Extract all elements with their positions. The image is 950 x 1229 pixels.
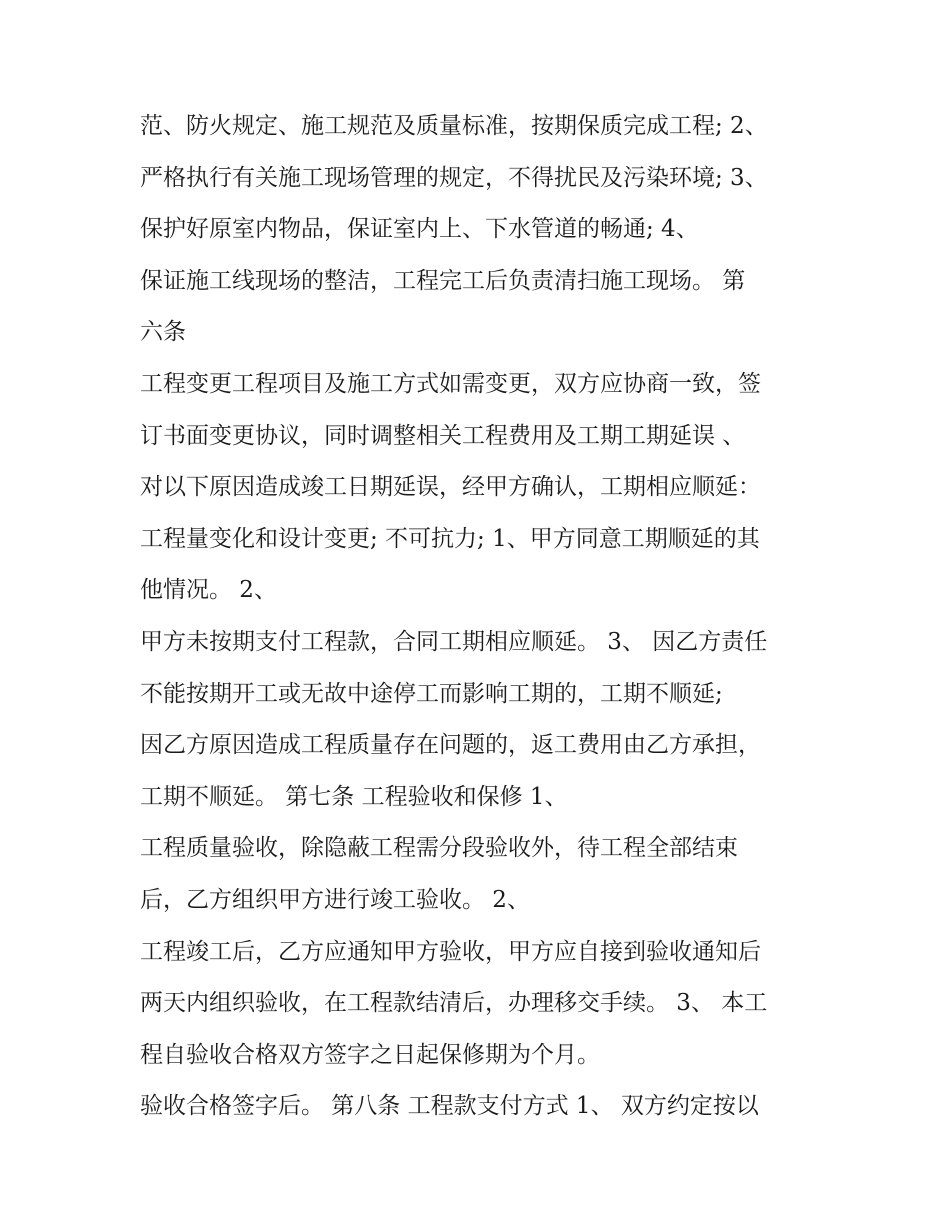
text-line: 保护好原室内物品，保证室内上、下水管道的畅通; 4、 [140,216,699,243]
document-body [140,101,830,1133]
text-line: 验收合格签字后。 第八条 工程款支付方式 1、 双方约定按以 [140,1093,759,1120]
text-line: 六条 [140,319,186,346]
text-line: 工程变更工程项目及施工方式如需变更，双方应协商一致，签 [140,370,761,397]
text-line: 因乙方原因造成工程质量存在问题的，返工费用由乙方承担， [140,732,761,759]
text-line: 保证施工线现场的整洁，工程完工后负责清扫施工现场。 第 [140,267,746,294]
text-line: 不能按期开工或无故中途停工而影响工期的，工期不顺延; [140,680,723,707]
text-line: 程自验收合格双方签字之日起保修期为个月。 [140,1041,600,1068]
text-line: 工程量变化和设计变更; 不可抗力; 1、甲方同意工期顺延的其 [140,525,760,552]
text-line: 他情况。 2、 [140,577,277,604]
text-line: 严格执行有关施工现场管理的规定，不得扰民及污染环境; 3、 [140,164,768,191]
text-line: 后，乙方组织甲方进行竣工验收。 2、 [140,886,530,913]
text-line: 工程质量验收，除隐蔽工程需分段验收外，待工程全部结束 [140,835,738,862]
text-line: 订书面变更协议，同时调整相关工程费用及工期工期延误 、 [140,422,746,449]
text-line: 工期不顺延。 第七条 工程验收和保修 1、 [140,783,568,810]
text-line: 对以下原因造成竣工日期延误，经甲方确认，工期相应顺延： [140,474,761,501]
text-line: 两天内组织验收，在工程款结清后，办理移交手续。 3、 本工 [140,990,768,1017]
text-line: 工程竣工后，乙方应通知甲方验收，甲方应自接到验收通知后 [140,938,761,965]
text-line: 甲方未按期支付工程款，合同工期相应顺延。 3、 因乙方责任 [140,628,768,655]
text-line: 范、防火规定、施工规范及质量标准，按期保质完成工程; 2、 [140,113,768,139]
